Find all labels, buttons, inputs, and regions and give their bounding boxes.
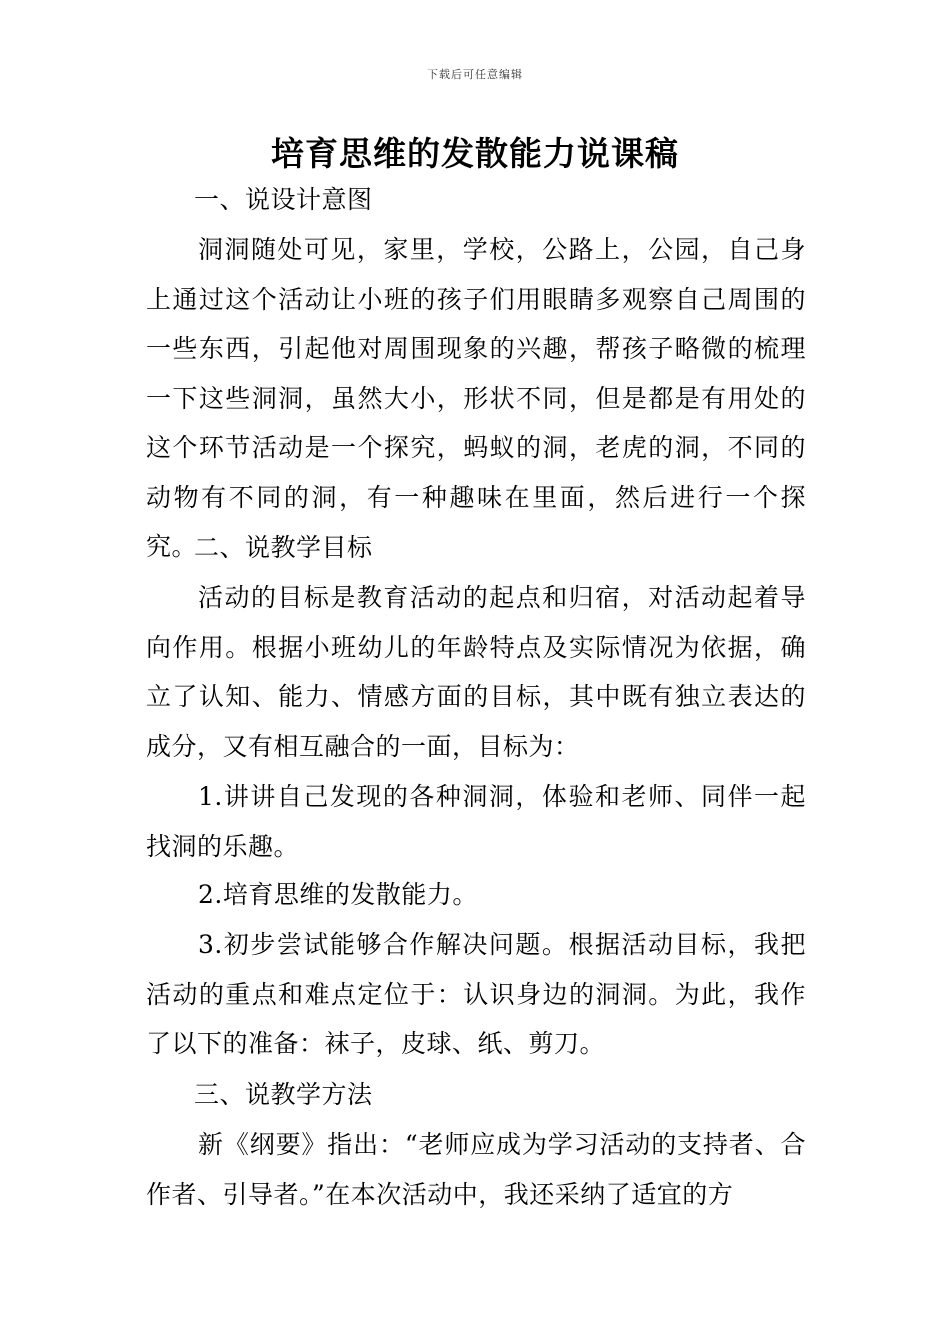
- goal-item-3: 3.初步尝试能够合作解决问题。根据活动目标，我把活动的重点和难点定位于：认识身边的洞洞。为此，我作了以下的准备：袜子，皮球、纸、剪刀。: [146, 930, 806, 1058]
- header-note: 下载后可任意编辑: [427, 68, 523, 81]
- document-title: 培育思维的发散能力说课稿: [271, 134, 679, 173]
- paragraph-teaching-goals: 活动的目标是教育活动的起点和归宿，对活动起着导向作用。根据小班幼儿的年龄特点及实际情况为依据，确立了认知、能力、情感方面的目标，其中既有独立表达的成分，又有相互融合的一面，目标为：: [146, 583, 806, 761]
- goal-item-1: 1.讲讲自己发现的各种洞洞，体验和老师、同伴一起找洞的乐趣。: [146, 782, 806, 861]
- paragraph-design-intent: 洞洞随处可见，家里，学校，公路上，公园，自己身上通过这个活动让小班的孩子们用眼睛多观察自己周围的一些东西，引起他对周围现象的兴趣，帮孩子略微的梳理一下这些洞洞，虽然大小，形状不同，但是都是有用处的这个环节活动是一个探究，蚂蚁的洞，老虎的洞，不同的动物有不同的洞，有一种趣味在里面，然后进行一个探究。: [146, 235, 806, 561]
- goal-item-2: 2.培育思维的发散能力。: [198, 880, 478, 909]
- paragraph-teaching-methods: 新《纲要》指出：“老师应成为学习活动的支持者、合作者、引导者。”在本次活动中，我还采纳了适宜的方: [146, 1130, 806, 1209]
- section-heading-teaching-goals: 二、说教学目标: [194, 533, 373, 562]
- section-heading-teaching-methods: 三、说教学方法: [194, 1080, 373, 1109]
- section-heading-design-intent: 一、说设计意图: [194, 185, 373, 214]
